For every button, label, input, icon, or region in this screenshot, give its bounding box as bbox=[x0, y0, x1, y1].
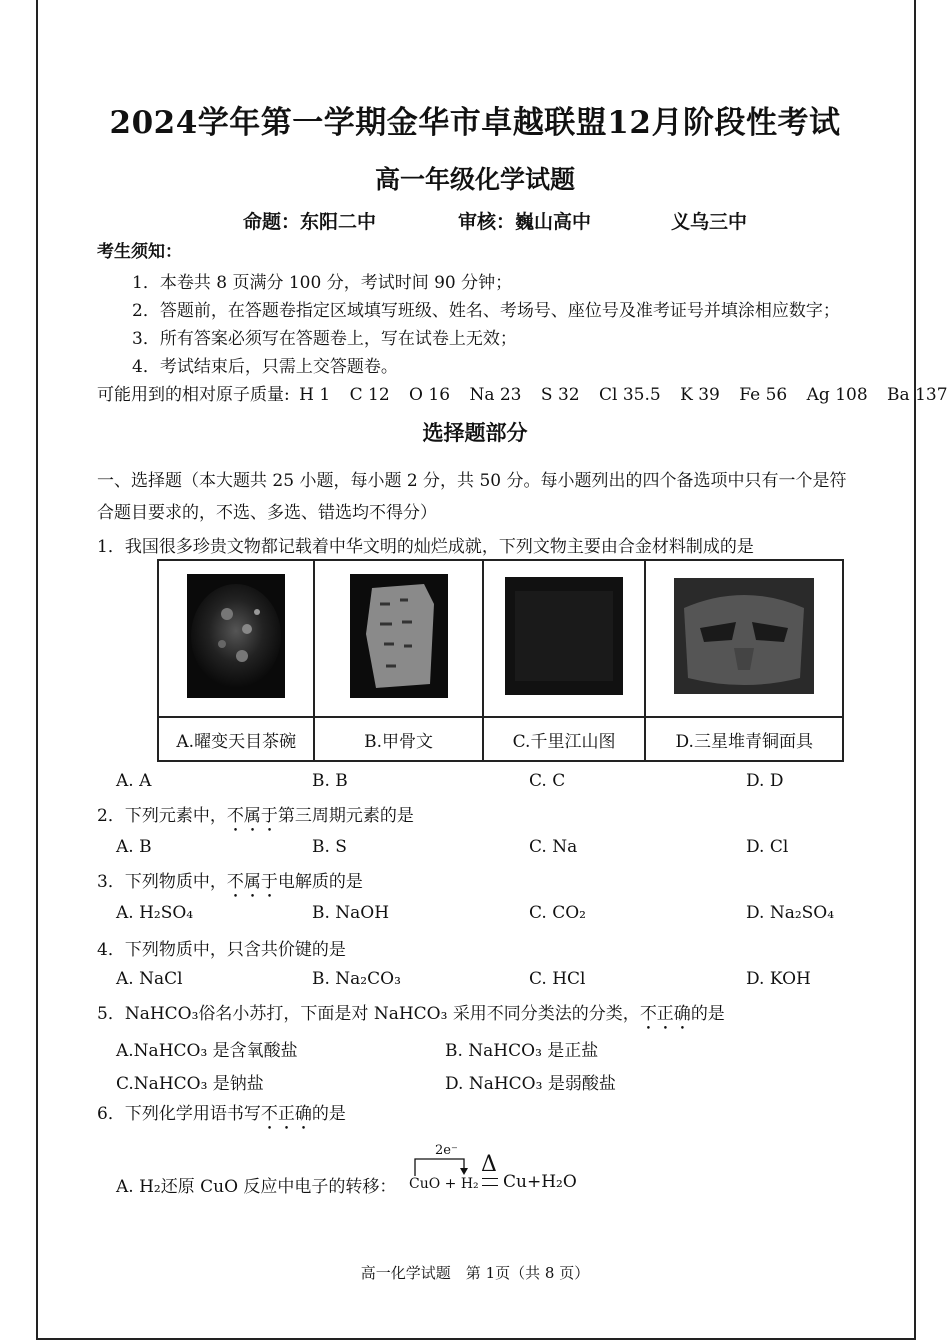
q2-stem-post: 第三周期元素的是 bbox=[277, 806, 414, 826]
atomic-mass-item: Fe 56 bbox=[739, 385, 788, 405]
q1-image-cell bbox=[314, 560, 482, 717]
section-title: 选择题部分 bbox=[422, 420, 528, 445]
q1-option-b[interactable]: B. B bbox=[312, 771, 348, 791]
q3-stem-emph: 不属于 bbox=[226, 872, 278, 892]
oracle-bone-image bbox=[350, 574, 448, 698]
atomic-mass-item: Ba 137 bbox=[887, 385, 948, 405]
q6-stem-pre: 6．下列化学用语书写 bbox=[97, 1104, 261, 1124]
q4-option-d[interactable]: D. KOH bbox=[746, 969, 811, 989]
atomic-mass-item: Ag 108 bbox=[806, 385, 868, 405]
exam-title: 2024学年第一学期金华市卓越联盟12月阶段性考试 bbox=[109, 105, 841, 141]
q5-option-d[interactable]: D. NaHCO₃ 是弱酸盐 bbox=[445, 1074, 616, 1094]
products-formula: Cu+H₂O bbox=[503, 1172, 577, 1192]
section-intro: 合题目要求的，不选、多选、错选均不得分） bbox=[97, 503, 437, 523]
equals-sign bbox=[482, 1178, 498, 1186]
reviewer2-label: 义乌三中 bbox=[671, 211, 748, 233]
atomic-mass-item: K 39 bbox=[680, 385, 720, 405]
q5-stem-post: 的是 bbox=[690, 1004, 725, 1024]
q1-caption: D.三星堆青铜面具 bbox=[645, 717, 843, 761]
q1-stem: 1．我国很多珍贵文物都记载着中华文明的灿烂成就，下列文物主要由合金材料制成的是 bbox=[97, 537, 754, 557]
q2-stem-emph: 不属于 bbox=[226, 806, 278, 826]
q3-stem-post: 电解质的是 bbox=[277, 872, 363, 892]
tea-bowl-image bbox=[187, 574, 285, 698]
page-footer: 高一化学试题 第 1页（共 8 页） bbox=[360, 1264, 590, 1282]
atomic-mass-item: O 16 bbox=[409, 385, 451, 405]
q1-image-cell bbox=[483, 560, 646, 717]
q6-stem-emph: 不正确 bbox=[260, 1104, 312, 1124]
q1-option-a[interactable]: A. A bbox=[116, 771, 152, 791]
bronze-mask-image bbox=[674, 578, 814, 694]
notice-heading: 考生须知： bbox=[97, 242, 182, 262]
q6-stem bbox=[97, 1099, 346, 1134]
author-label: 命题：东阳二中 bbox=[243, 211, 377, 233]
q1-image-table bbox=[157, 559, 844, 762]
q4-option-b[interactable]: B. Na₂CO₃ bbox=[312, 969, 401, 989]
q3-option-a[interactable]: A. H₂SO₄ bbox=[116, 903, 194, 923]
q6-option-a-text[interactable]: A. H₂还原 CuO 反应中电子的转移： bbox=[116, 1177, 397, 1197]
heat-symbol: Δ bbox=[481, 1152, 497, 1177]
q1-caption: C.千里江山图 bbox=[483, 717, 646, 761]
q1-caption: A.曜变天目茶碗 bbox=[158, 717, 314, 761]
electron-transfer-arrow-icon bbox=[412, 1156, 472, 1178]
q5-option-c[interactable]: C.NaHCO₃ 是钠盐 bbox=[116, 1074, 264, 1094]
atomic-mass-line bbox=[97, 380, 948, 405]
q6-stem-post: 的是 bbox=[311, 1104, 346, 1124]
atomic-mass-item: Na 23 bbox=[469, 385, 522, 405]
section-intro: 一、选择题（本大题共 25 小题，每小题 2 分，共 50 分。每小题列出的四个备选项中只有一个是符 bbox=[97, 471, 847, 491]
atomic-mass-item: H 1 bbox=[299, 385, 331, 405]
q3-option-b[interactable]: B. NaOH bbox=[312, 903, 390, 923]
q1-option-d[interactable]: D. D bbox=[746, 771, 784, 791]
notice-item: 4．考试结束后，只需上交答题卷。 bbox=[132, 357, 398, 377]
q4-option-c[interactable]: C. HCl bbox=[529, 969, 586, 989]
exam-subtitle: 高一年级化学试题 bbox=[374, 165, 575, 194]
q4-stem: 4．下列物质中，只含共价键的是 bbox=[97, 940, 346, 960]
q2-option-b[interactable]: B. S bbox=[312, 837, 347, 857]
notice-item: 1．本卷共 8 页满分 100 分，考试时间 90 分钟； bbox=[132, 273, 513, 293]
q3-option-d[interactable]: D. Na₂SO₄ bbox=[746, 903, 835, 923]
reactants-formula: CuO + H₂ bbox=[409, 1176, 479, 1192]
notice-item: 3．所有答案必须写在答题卷上，写在试卷上无效； bbox=[132, 329, 517, 349]
atomic-mass-item: C 12 bbox=[349, 385, 390, 405]
q5-stem bbox=[97, 999, 725, 1034]
reviewer-label: 审核：巍山高中 bbox=[458, 211, 592, 233]
q2-option-d[interactable]: D. Cl bbox=[746, 837, 789, 857]
notice-item: 2．答题前，在答题卷指定区域填写班级、姓名、考场号、座位号及准考证号并填涂相应数字； bbox=[132, 301, 840, 321]
q1-image-cell bbox=[645, 560, 843, 717]
atomic-mass-item: Cl 35.5 bbox=[598, 385, 661, 405]
q3-option-c[interactable]: C. CO₂ bbox=[529, 903, 586, 923]
electron-transfer-label: 2e⁻ bbox=[435, 1143, 458, 1158]
q4-option-a[interactable]: A. NaCl bbox=[116, 969, 183, 989]
q3-stem bbox=[97, 867, 363, 902]
q2-option-c[interactable]: C. Na bbox=[529, 837, 578, 857]
landscape-painting-image bbox=[505, 577, 623, 695]
q2-option-a[interactable]: A. B bbox=[116, 837, 152, 857]
q1-caption: B.甲骨文 bbox=[314, 717, 482, 761]
q1-option-c[interactable]: C. C bbox=[529, 771, 566, 791]
q3-stem-pre: 3．下列物质中， bbox=[97, 872, 227, 892]
atomic-mass-item: S 32 bbox=[540, 385, 580, 405]
q5-stem-emph: 不正确 bbox=[639, 1004, 691, 1024]
q5-option-a[interactable]: A.NaHCO₃ 是含氧酸盐 bbox=[116, 1041, 298, 1061]
q5-stem-pre: 5．NaHCO₃俗名小苏打，下面是对 NaHCO₃ 采用不同分类法的分类， bbox=[97, 1004, 640, 1024]
q5-option-b[interactable]: B. NaHCO₃ 是正盐 bbox=[445, 1041, 599, 1061]
q1-image-cell bbox=[158, 560, 314, 717]
q2-stem bbox=[97, 801, 414, 836]
q2-stem-pre: 2．下列元素中， bbox=[97, 806, 227, 826]
atomic-mass-label: 可能用到的相对原子质量: bbox=[97, 385, 290, 405]
